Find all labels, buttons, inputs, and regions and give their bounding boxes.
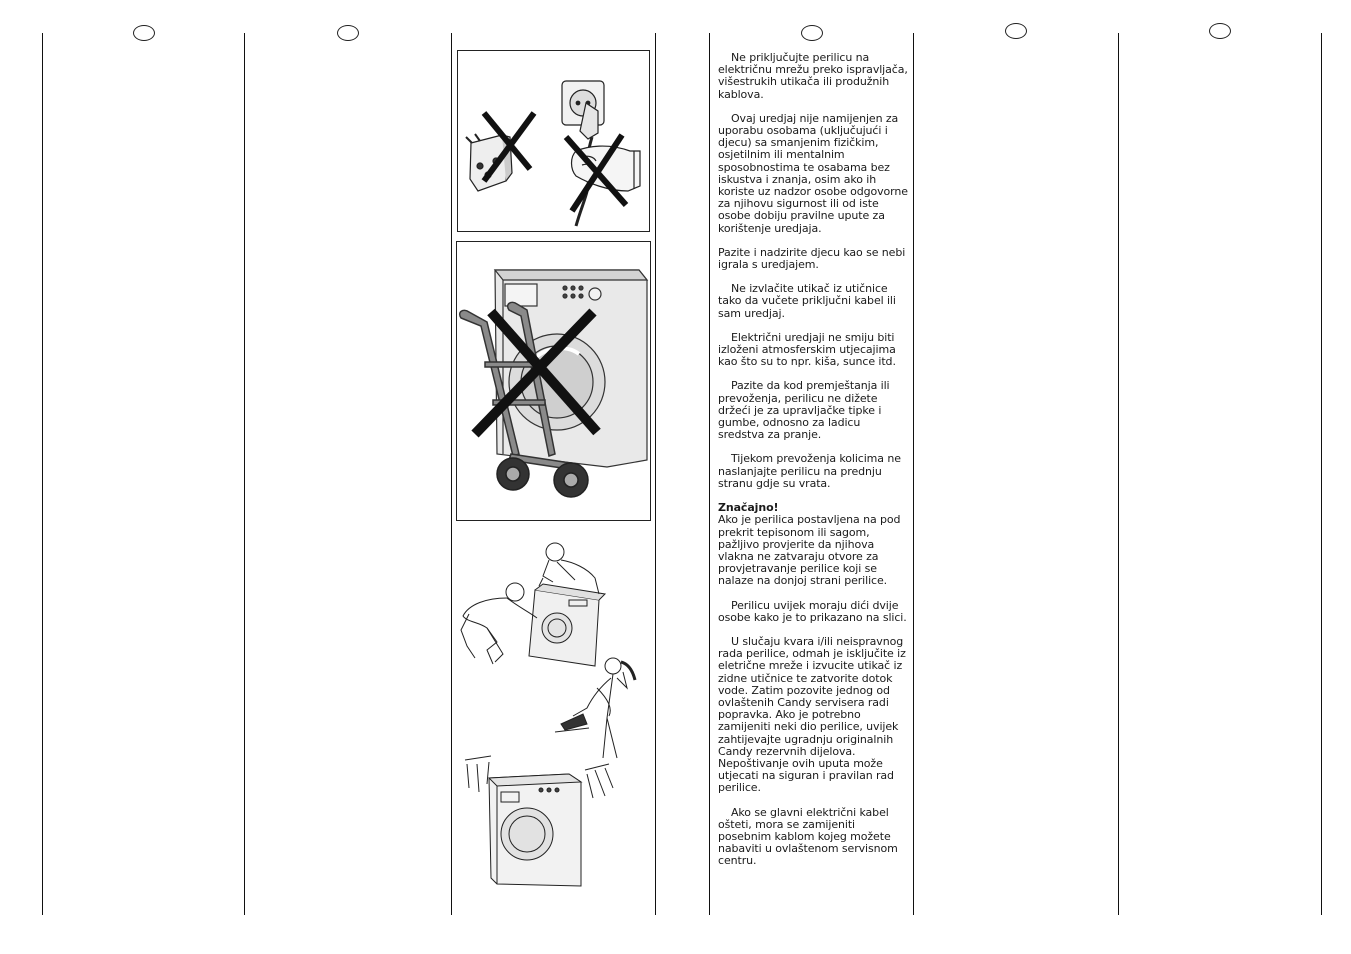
column-divider — [655, 33, 656, 915]
paragraph-no-adapters: Ne priključujte perilicu na električnu mrežu preko ispravljača, višestrukih utikača ili produžnih kablova. — [718, 51, 908, 101]
column-divider — [1321, 33, 1322, 915]
language-oval — [1209, 23, 1231, 39]
paragraph-supervise-children: Pazite i nadzirite djecu kao se nebi igrala s uredjajem. — [718, 245, 906, 272]
paragraph-trolley: Tijekom prevoženja kolicima ne naslanjajte perilicu na prednju stranu gdje su vrata. — [718, 452, 901, 490]
language-oval — [337, 25, 359, 41]
important-text: Ako je perilica postavljena na pod prekrit tepisonom ili sagom, pažljivo provjerite da njihova vlakna ne zatvaraju otvore za provjetravanje perilice koji se nalaze na donjoj strani perilice. — [718, 513, 901, 588]
safety-instructions-text — [718, 52, 908, 880]
column-divider — [244, 33, 245, 915]
language-oval — [1005, 23, 1027, 39]
two-person-lift-icon — [457, 538, 649, 894]
column-divider — [709, 33, 710, 915]
paragraph-moving: Pazite da kod premještanja ili prevoženja, perilicu ne dižete držeći je za upravljačke tipke i gumbe, odnosno za ladicu sredstva za pranje. — [718, 379, 890, 442]
paragraph-two-persons: Perilicu uvijek moraju dići dvije osobe kako je to prikazano na slici. — [718, 598, 907, 624]
language-oval — [133, 25, 155, 41]
column-divider — [42, 33, 43, 915]
plug-and-socket-prohibited-icon — [457, 50, 650, 232]
column-divider — [913, 33, 914, 915]
trolley-transport-prohibited-icon — [456, 241, 651, 521]
paragraph-weather: Električni uredjaji ne smiju biti izloženi atmosferskim utjecajima kao što su to npr. kiša, sunce itd. — [718, 330, 896, 369]
important-heading: Značajno! — [718, 501, 779, 515]
paragraph-plug-removal: Ne izvlačite utikač iz utičnice tako da vučete priključni kabel ili sam uredjaj. — [718, 282, 896, 320]
paragraph-important — [718, 502, 908, 587]
paragraph-power-cable: Ako se glavni električni kabel ošteti, mora se zamijeniti posebnim kablom kojeg možete nabaviti u ovlaštenom servisnom centru. — [718, 805, 898, 868]
language-oval — [801, 25, 823, 41]
column-divider — [451, 33, 452, 915]
paragraph-malfunction: U slučaju kvara i/ili neispravnog rada perilice, odmah je isključite iz eletrične mreže i izvucite utikač iz zidne utičnice te zatvorite dotok vode. Zatim pozovite jednog od ovlaštenih Candy servisera radi popravka. Ako je potrebno zamijeniti neki dio perilice, uvijek zahtijevajte ugradnju originalnih Candy rezervnih dijelova. Nepoštivanje ovih uputa može utjecati na siguran i pravilan rad perilice. — [718, 634, 906, 795]
column-divider — [1118, 33, 1119, 915]
paragraph-reduced-abilities: Ovaj uredjaj nije namijenjen za uporabu osobama (uključujući i djecu) sa smanjenim fizičkim, osjetilnim ili mentalnim sposobnostima te osabama bez iskustva i znanja, osim ako ih koriste uz nadzor osobe odgovorne za njihovu sigurnost ili od iste osobe dobiju pravilne upute za korištenje uredjaja. — [718, 111, 908, 235]
